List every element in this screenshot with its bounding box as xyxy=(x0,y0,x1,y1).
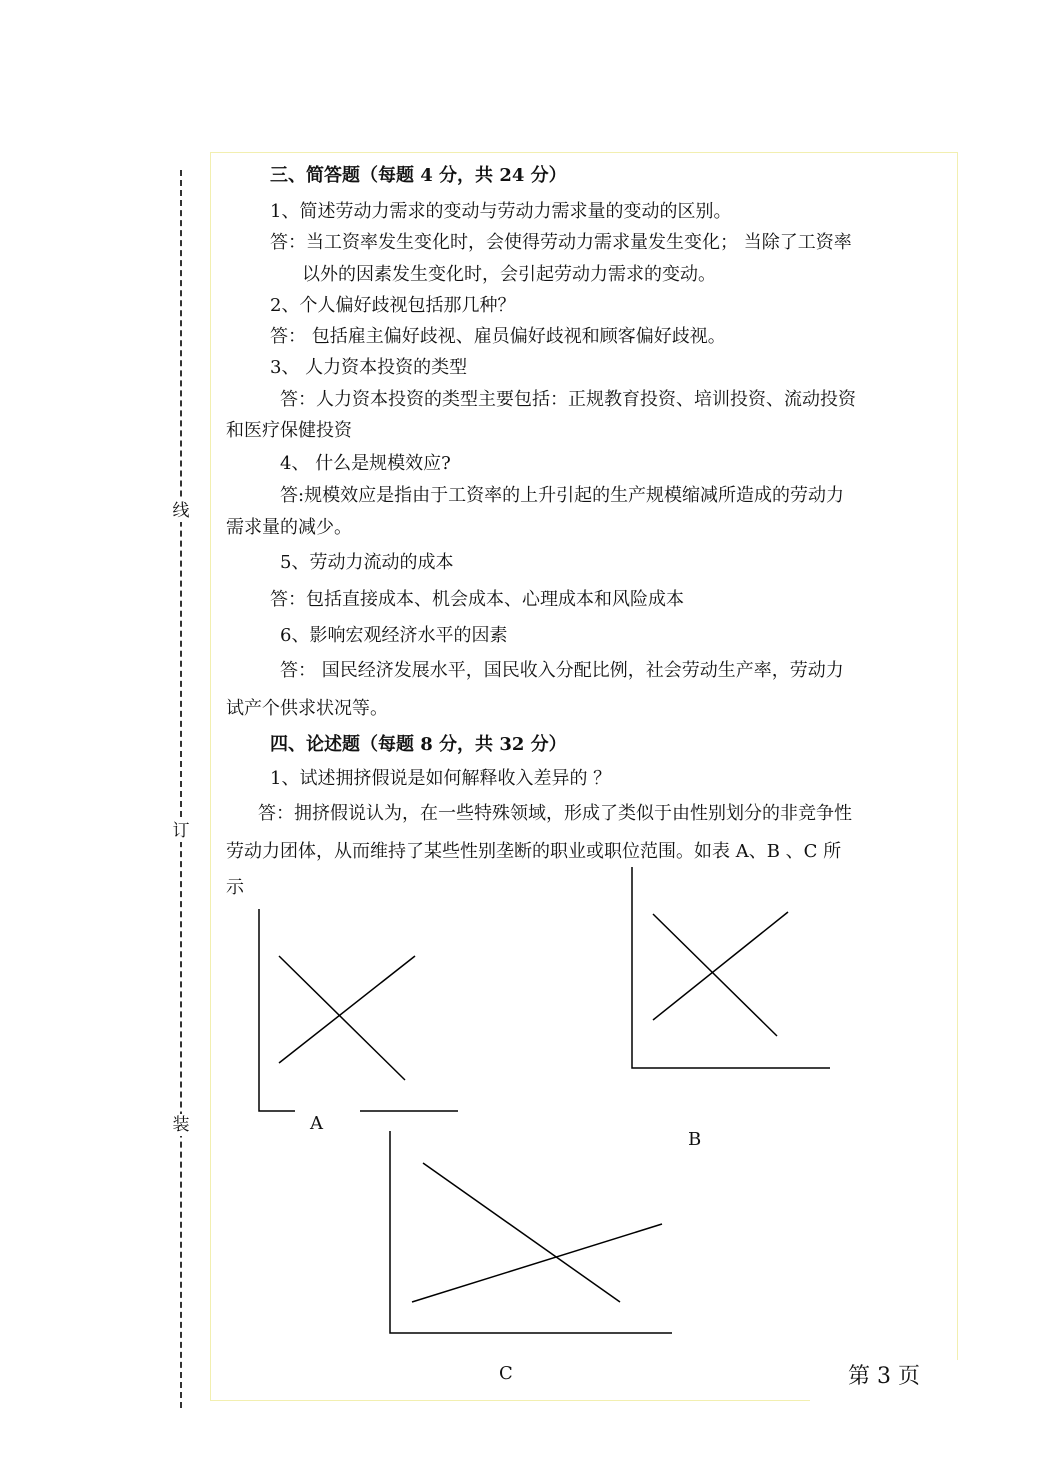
s4-question-1: 1、试述拥挤假说是如何解释收入差异的 ？ xyxy=(270,768,612,789)
s3-answer-1-line1: 答：当工资率发生变化时，会使得劳动力需求量发生变化； 当除了工资率 xyxy=(270,232,852,253)
diagram-c-label: C xyxy=(499,1363,513,1384)
s3-answer-4-line1: 答:规模效应是指由于工资率的上升引起的生产规模缩减所造成的劳动力 xyxy=(280,485,845,506)
page-number: 第 3 页 xyxy=(810,1360,958,1404)
s3-question-3: 3、 人力资本投资的类型 xyxy=(270,357,468,378)
section4-heading: 四、论述题（每题 8 分，共 32 分） xyxy=(270,734,567,755)
s3-question-4: 4、 什么是规模效应? xyxy=(280,453,451,474)
diagram-a-curve-down xyxy=(279,956,405,1080)
diagram-a-curve-up xyxy=(279,956,415,1063)
diagram-c-axes xyxy=(390,1131,672,1333)
binding-char-zhuang: 装 xyxy=(168,1114,194,1136)
diagram-b-curve-down xyxy=(653,914,777,1036)
binding-char-xian: 线 xyxy=(168,500,194,522)
s3-question-5: 5、劳动力流动的成本 xyxy=(280,552,454,573)
diagram-b-label: B xyxy=(688,1129,702,1150)
s3-answer-6-line1: 答： 国民经济发展水平，国民收入分配比例，社会劳动生产率，劳动力 xyxy=(280,660,844,681)
diagram-b-curve-up xyxy=(653,912,788,1020)
s3-question-6: 6、影响宏观经济水平的因素 xyxy=(280,625,508,646)
s4-answer-1-line1: 答：拥挤假说认为，在一些特殊领域，形成了类似于由性别划分的非竞争性 xyxy=(258,803,852,824)
diagram-a-label: A xyxy=(310,1113,323,1134)
s3-question-2: 2、个人偏好歧视包括那几种？ xyxy=(270,295,516,316)
s3-answer-2: 答： 包括雇主偏好歧视、雇员偏好歧视和顾客偏好歧视。 xyxy=(270,326,726,347)
s3-answer-5: 答：包括直接成本、机会成本、心理成本和风险成本 xyxy=(270,589,684,610)
s3-answer-1-line2: 以外的因素发生变化时，会引起劳动力需求的变动。 xyxy=(302,264,716,285)
s3-answer-6-line2: 试产个供求状况等。 xyxy=(226,698,388,719)
diagram-a-axes xyxy=(259,909,295,1111)
s3-question-1: 1、简述劳动力需求的变动与劳动力需求量的变动的区别。 xyxy=(270,201,732,222)
section3-heading: 三、简答题（每题 4 分，共 24 分） xyxy=(270,165,567,186)
diagram-c-curve-up xyxy=(412,1224,662,1302)
s4-answer-1-line3: 示 xyxy=(226,877,244,898)
binding-char-ding: 订 xyxy=(168,820,194,842)
s3-answer-3-line1: 答：人力资本投资的类型主要包括：正规教育投资、培训投资、流动投资 xyxy=(280,389,856,410)
s3-answer-3-line2: 和医疗保健投资 xyxy=(226,420,352,441)
diagram-b-axes xyxy=(632,867,830,1068)
diagram-c xyxy=(390,1131,672,1333)
diagram-b xyxy=(632,867,830,1068)
s3-answer-4-line2: 需求量的减少。 xyxy=(226,517,352,538)
s4-answer-1-line2: 劳动力团体，从而维持了某些性别垄断的职业或职位范围。如表 A、B 、C 所 xyxy=(226,841,842,862)
diagram-a xyxy=(259,909,458,1111)
diagram-c-curve-down xyxy=(423,1163,620,1302)
